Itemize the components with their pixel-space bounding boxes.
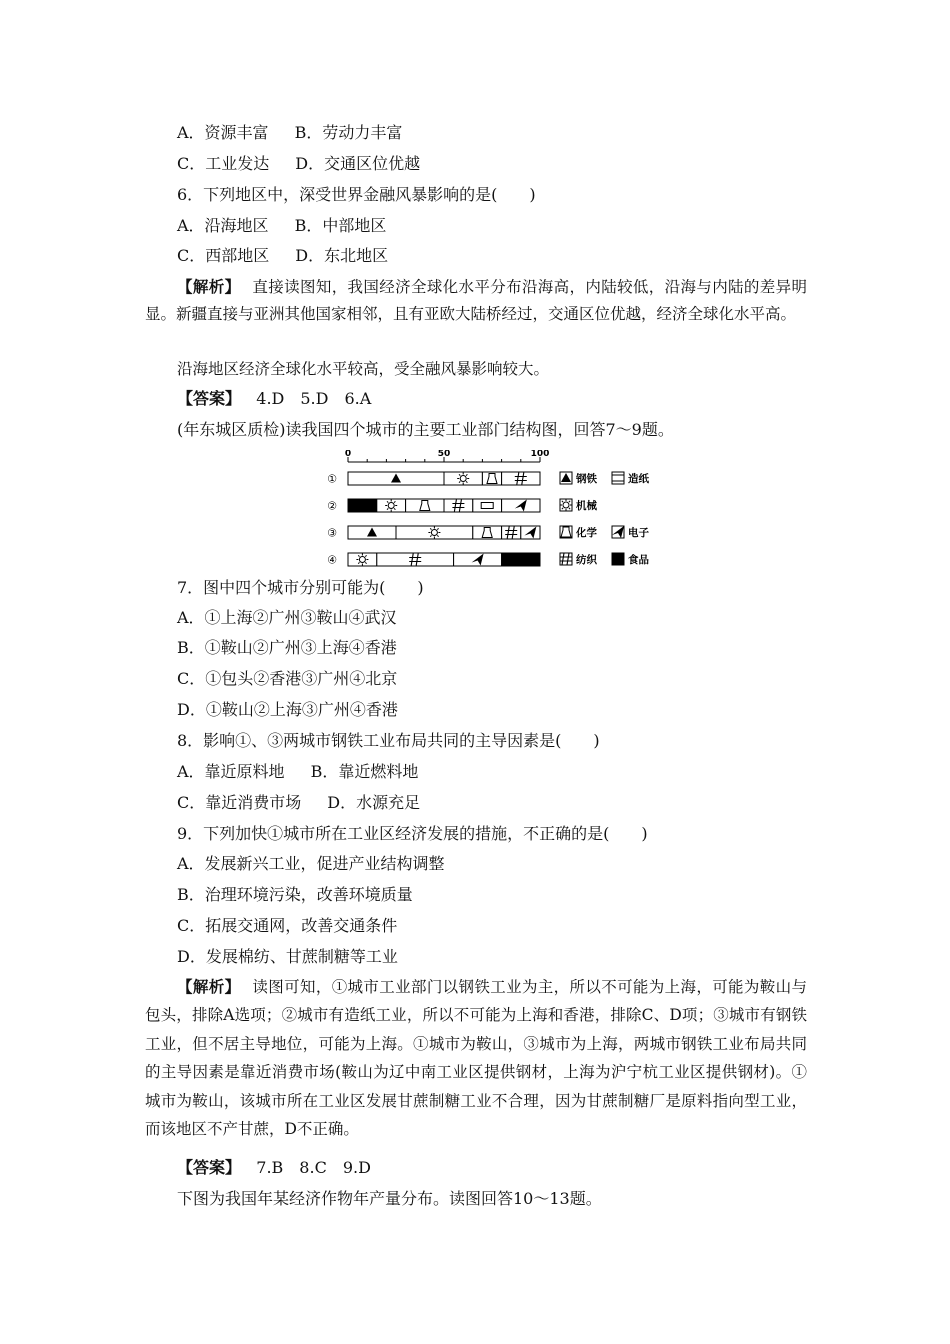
- bar-segment-textile: [377, 553, 454, 566]
- row-label: ③: [327, 526, 337, 540]
- analysis-2: [145, 973, 807, 1143]
- analysis-1-text: 直接读图知，我国经济全球化水平分布沿海高，内陆较低，沿海与内陆的差异明显。新疆直接与亚洲其他国家相邻，且有亚欧大陆桥经过，交通区位优越，经济全球化水平高。: [145, 278, 807, 323]
- tick-label: 100: [530, 450, 550, 459]
- q5-option-a: A．资源丰富: [177, 123, 269, 142]
- bar-segment-textile: [502, 526, 521, 539]
- q7-option-b: B．①鞍山②广州③上海④香港: [177, 638, 397, 657]
- legend-label-steel: 钢铁: [576, 473, 597, 485]
- bar-segment-food: [502, 553, 540, 566]
- legend-label-textile: 纺织: [576, 554, 597, 566]
- q5-option-d: D．交通区位优越: [295, 154, 421, 173]
- legend-label-food: 食品: [628, 554, 649, 566]
- legend-label-machinery: 机械: [576, 500, 597, 512]
- q8-option-a: A．靠近原料地: [177, 762, 285, 781]
- q8-option-c: C．靠近消费市场: [177, 793, 302, 812]
- q5-options-row1: [177, 123, 402, 143]
- row-label: ②: [327, 499, 337, 513]
- q9-option-a: A．发展新兴工业，促进产业结构调整: [177, 854, 445, 873]
- q6-option-b: B．中部地区: [294, 216, 387, 235]
- answer-2-text: 7.B 8.C 9.D: [256, 1158, 371, 1177]
- q6-option-a: A．沿海地区: [177, 216, 269, 235]
- q7-option-d: D．①鞍山②上海③广州④香港: [177, 700, 398, 719]
- analysis-1: [145, 273, 807, 328]
- q8-stem: 8．影响①、③两城市钢铁工业布局共同的主导因素是( ): [177, 731, 600, 750]
- answer-1-tag: 【答案】: [177, 389, 242, 408]
- answer-2: [177, 1158, 371, 1178]
- q6-stem: 6．下列地区中，深受世界金融风暴影响的是( ): [177, 185, 536, 204]
- q6-options-row2: [177, 246, 388, 266]
- q9-option-d: D．发展棉纺、甘蔗制糖等工业: [177, 947, 398, 966]
- tick-label: 50: [437, 450, 451, 459]
- q5-option-c: C．工业发达: [177, 154, 270, 173]
- row-label: ④: [327, 553, 337, 567]
- analysis-1-text2: 沿海地区经济全球化水平较高，受全融风暴影响较大。: [177, 360, 550, 378]
- legend-swatch-paper: [612, 472, 624, 484]
- bar-segment-textile: [502, 472, 540, 485]
- bar-segment-textile: [444, 499, 473, 512]
- analysis-2-tag: 【解析】: [177, 977, 241, 996]
- q7-option-c: C．①包头②香港③广州④北京: [177, 669, 398, 688]
- legend-label-electronics: 电子: [628, 527, 649, 539]
- answer-2-tag: 【答案】: [177, 1158, 242, 1177]
- answer-1: [177, 389, 371, 409]
- q8-options-row2: [177, 793, 420, 813]
- q8-options-row1: [177, 762, 418, 782]
- row-label: ①: [327, 472, 337, 486]
- tick-label: 0: [344, 450, 352, 459]
- q6-option-c: C．西部地区: [177, 246, 270, 265]
- bar-segment-food: [348, 499, 377, 512]
- industry-structure-chart: [322, 450, 662, 575]
- legend-label-chemical: 化学: [576, 527, 597, 539]
- q9-stem: 9．下列加快①城市所在工业区经济发展的措施，不正确的是( ): [177, 824, 648, 843]
- analysis-1-tag: 【解析】: [177, 277, 241, 296]
- q8-option-d: D．水源充足: [327, 793, 421, 812]
- legend-swatch-food: [612, 553, 624, 565]
- q7-option-a: A．①上海②广州③鞍山④武汉: [177, 608, 397, 627]
- q9-option-b: B．治理环境污染，改善环境质量: [177, 885, 413, 904]
- intro-2: (年东城区质检)读我国四个城市的主要工业部门结构图，回答7～9题。: [177, 420, 674, 439]
- q5-option-b: B．劳动力丰富: [294, 123, 403, 142]
- analysis-2-text: 读图可知，①城市工业部门以钢铁工业为主，所以不可能为上海，可能为鞍山与包头，排除A选项；②城市有造纸工业，所以不可能为上海和香港，排除C、D项；③城市有钢铁工业，但不居主导地位，可能为上海。①城市为鞍山，③城市为上海，两城市钢铁工业布局共同的主导因素是靠近消费市场(鞍山为辽中南工业区提供钢材，上海为沪宁杭工业区提供钢材)。①城市为鞍山，该城市所在工业区发展甘蔗制糖工业不合理，因为甘蔗制糖厂是原料指向型工业，而该地区不产甘蔗，D不正确。: [145, 978, 807, 1139]
- q8-option-b: B．靠近燃料地: [310, 762, 419, 781]
- answer-1-text: 4.D 5.D 6.A: [256, 389, 372, 408]
- intro-3: 下图为我国年某经济作物年产量分布。读图回答10～13题。: [177, 1189, 602, 1208]
- q7-stem: 7．图中四个城市分别可能为( ): [177, 578, 424, 597]
- bar-segment-paper: [473, 499, 502, 512]
- legend-label-paper: 造纸: [628, 473, 649, 485]
- q5-options-row2: [177, 154, 420, 174]
- q6-option-d: D．东北地区: [295, 246, 389, 265]
- legend-swatch-chemical: [560, 526, 572, 538]
- q9-option-c: C．拓展交通网，改善交通条件: [177, 916, 398, 935]
- q6-options-row1: [177, 216, 386, 236]
